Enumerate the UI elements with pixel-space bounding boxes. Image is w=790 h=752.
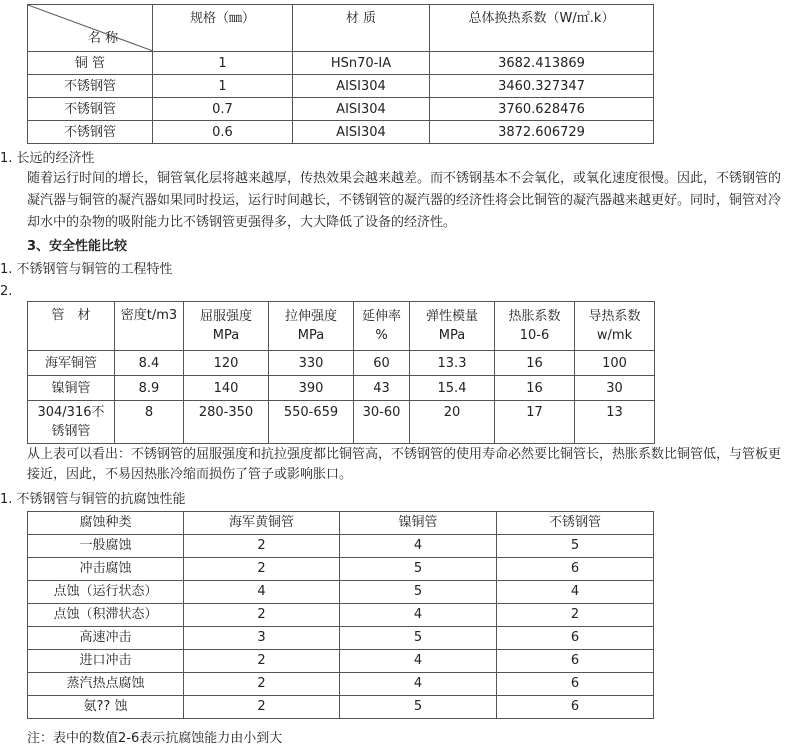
cell-brass: 2 xyxy=(184,558,340,581)
header-yield-label: 屈服强度 xyxy=(199,309,252,324)
header-steel: 不锈钢管 xyxy=(497,512,654,535)
cell-nickel: 4 xyxy=(340,604,497,627)
cell-coef: 3760.628476 xyxy=(430,98,654,121)
heading-safety: 3、安全性能比较 xyxy=(27,239,128,254)
footnote: 注：表中的数值2-6表示抗腐蚀能力由小到大 xyxy=(27,731,283,746)
header-nickel: 镍铜管 xyxy=(340,512,497,535)
header-tensile-unit: MPa xyxy=(297,328,325,343)
cell-coef: 3682.413869 xyxy=(430,52,654,75)
cell-tensile: 550-659 xyxy=(269,401,354,444)
corrosion-resistance-table xyxy=(27,511,654,719)
cell-conductivity: 100 xyxy=(575,351,655,376)
cell-material: HSn70-IA xyxy=(293,52,430,75)
header-spec: 规格（㎜） xyxy=(153,5,293,52)
header-elongation-label: 延伸率 xyxy=(361,309,401,324)
header-elongation xyxy=(354,302,410,351)
cell-modulus: 13.3 xyxy=(410,351,495,376)
header-material: 管 材 xyxy=(28,302,115,351)
cell-conductivity: 30 xyxy=(575,376,655,401)
cell-name: 不锈钢管 xyxy=(28,75,153,98)
cell-elongation: 30-60 xyxy=(354,401,410,444)
cell-type: 氨?? 蚀 xyxy=(28,696,184,719)
cell-type: 高速冲击 xyxy=(28,627,184,650)
header-tensile xyxy=(269,302,354,351)
cell-brass: 2 xyxy=(184,535,340,558)
table-row xyxy=(28,98,654,121)
cell-nickel: 4 xyxy=(340,673,497,696)
header-yield xyxy=(184,302,269,351)
table-row xyxy=(28,75,654,98)
cell-nickel: 5 xyxy=(340,627,497,650)
cell-material: AISI304 xyxy=(293,98,430,121)
cell-spec: 0.6 xyxy=(153,121,293,144)
header-tensile-label: 拉伸强度 xyxy=(284,309,337,324)
header-coef: 总体换热系数（W/㎡.k） xyxy=(430,5,654,52)
header-conductivity-unit: w/mk xyxy=(596,328,633,343)
cell-modulus: 20 xyxy=(410,401,495,444)
cell-yield: 120 xyxy=(184,351,269,376)
cell-name: 不锈钢管 xyxy=(28,121,153,144)
cell-material: AISI304 xyxy=(293,121,430,144)
header-brass: 海军黄铜管 xyxy=(184,512,340,535)
cell-conductivity: 13 xyxy=(575,401,655,444)
cell-brass: 2 xyxy=(184,604,340,627)
header-yield-unit: MPa xyxy=(212,328,240,343)
header-name: 名 称 xyxy=(88,31,119,46)
cell-type: 一般腐蚀 xyxy=(28,535,184,558)
header-modulus xyxy=(410,302,495,351)
table-row xyxy=(28,696,654,719)
table-header-row xyxy=(28,512,654,535)
paragraph-economy: 随着运行时间的增长，铜管氧化层将越来越厚，传热效果会越来越差。而不锈钢基本不会氧化，或氧化速度很慢。因此，不锈钢管的凝汽器与铜管的凝汽器如果同时投运，运行时间越长，不锈钢管的凝汽器的经济性将会比铜管的凝汽器越来越更好。同时，铜管对冷却水中的杂物的吸附能力比不锈钢管更强得多，大大降低了设备的经济性。 xyxy=(27,171,782,230)
item-engineering: 1. 不锈钢管与铜管的工程特性 xyxy=(0,262,173,277)
cell-material-line2: 锈钢管 xyxy=(51,424,91,439)
cell-expansion: 16 xyxy=(495,351,575,376)
cell-modulus: 15.4 xyxy=(410,376,495,401)
heading-economy: 1. 长远的经济性 xyxy=(0,151,95,166)
cell-steel: 6 xyxy=(497,627,654,650)
table-row xyxy=(28,121,654,144)
header-modulus-unit: MPa xyxy=(438,328,466,343)
table-header-row xyxy=(28,5,654,52)
cell-density: 8 xyxy=(115,401,184,444)
cell-type: 进口冲击 xyxy=(28,650,184,673)
table-row xyxy=(28,376,655,401)
table-row xyxy=(28,52,654,75)
cell-yield: 280-350 xyxy=(184,401,269,444)
cell-nickel: 5 xyxy=(340,558,497,581)
cell-type: 蒸汽热点腐蚀 xyxy=(28,673,184,696)
cell-spec: 0.7 xyxy=(153,98,293,121)
cell-material-line1: 304/316不 xyxy=(37,405,105,420)
cell-density: 8.9 xyxy=(115,376,184,401)
cell-steel: 6 xyxy=(497,673,654,696)
table-row xyxy=(28,351,655,376)
cell-brass: 3 xyxy=(184,627,340,650)
cell-nickel: 5 xyxy=(340,696,497,719)
table-row xyxy=(28,673,654,696)
cell-material: AISI304 xyxy=(293,75,430,98)
header-expansion-label: 热胀系数 xyxy=(508,309,561,324)
cell-spec: 1 xyxy=(153,75,293,98)
engineering-properties-table xyxy=(27,301,655,444)
header-conductivity xyxy=(575,302,655,351)
header-density: 密度t/m3 xyxy=(115,302,184,351)
header-type: 腐蚀种类 xyxy=(28,512,184,535)
cell-brass: 2 xyxy=(184,673,340,696)
header-expansion-unit: 10-6 xyxy=(519,328,550,343)
cell-steel: 5 xyxy=(497,535,654,558)
table-header-row xyxy=(28,302,655,351)
cell-tensile: 330 xyxy=(269,351,354,376)
header-expansion xyxy=(495,302,575,351)
cell-coef: 3872.606729 xyxy=(430,121,654,144)
cell-type: 冲击腐蚀 xyxy=(28,558,184,581)
paragraph-table2-note: 从上表可以看出：不锈钢管的屈服强度和抗拉强度都比铜管高，不锈钢管的使用寿命必然要比铜管长，热胀系数比铜管低，与管板更接近，因此，不易因热胀冷缩而损伤了管子或影响胀口。 xyxy=(27,447,782,482)
cell-name: 铜 管 xyxy=(28,52,153,75)
cell-density: 8.4 xyxy=(115,351,184,376)
cell-expansion: 16 xyxy=(495,376,575,401)
cell-material: 镍铜管 xyxy=(28,376,115,401)
table-row xyxy=(28,627,654,650)
cell-nickel: 4 xyxy=(340,535,497,558)
table-row xyxy=(28,401,655,444)
cell-steel: 2 xyxy=(497,604,654,627)
cell-steel: 4 xyxy=(497,581,654,604)
cell-name: 不锈钢管 xyxy=(28,98,153,121)
cell-yield: 140 xyxy=(184,376,269,401)
cell-steel: 6 xyxy=(497,558,654,581)
cell-type: 点蚀（运行状态） xyxy=(28,581,184,604)
cell-nickel: 5 xyxy=(340,581,497,604)
header-elongation-unit: % xyxy=(375,328,388,343)
item-corrosion: 1. 不锈钢管与铜管的抗腐蚀性能 xyxy=(0,492,186,507)
cell-steel: 6 xyxy=(497,696,654,719)
cell-material xyxy=(28,401,115,444)
cell-elongation: 60 xyxy=(354,351,410,376)
table-row xyxy=(28,604,654,627)
heat-transfer-table xyxy=(27,4,654,144)
cell-type: 点蚀（积滞状态） xyxy=(28,604,184,627)
item-two: 2. xyxy=(0,284,13,299)
cell-material: 海军铜管 xyxy=(28,351,115,376)
cell-expansion: 17 xyxy=(495,401,575,444)
table-row xyxy=(28,558,654,581)
cell-tensile: 390 xyxy=(269,376,354,401)
header-material: 材 质 xyxy=(293,5,430,52)
table-row xyxy=(28,535,654,558)
cell-coef: 3460.327347 xyxy=(430,75,654,98)
table-row xyxy=(28,650,654,673)
cell-brass: 4 xyxy=(184,581,340,604)
table-row xyxy=(28,581,654,604)
cell-brass: 2 xyxy=(184,650,340,673)
cell-nickel: 4 xyxy=(340,650,497,673)
cell-spec: 1 xyxy=(153,52,293,75)
cell-steel: 6 xyxy=(497,650,654,673)
cell-elongation: 43 xyxy=(354,376,410,401)
cell-brass: 2 xyxy=(184,696,340,719)
header-modulus-label: 弹性模量 xyxy=(425,309,478,324)
header-name-cell xyxy=(28,5,153,52)
header-conductivity-label: 导热系数 xyxy=(588,309,641,324)
